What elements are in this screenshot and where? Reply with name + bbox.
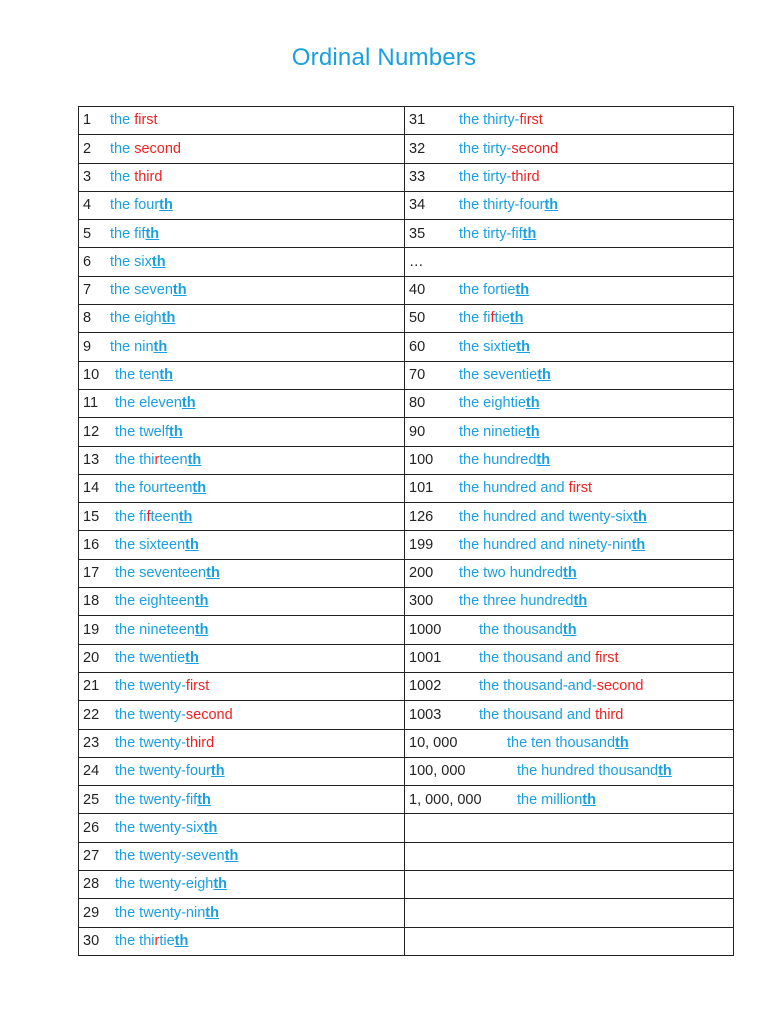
ordinal-word: the hundred and bbox=[459, 480, 569, 497]
ordinal-highlight: f bbox=[146, 508, 151, 525]
ordinal-suffix: th bbox=[537, 367, 551, 384]
ordinal-suffix: th bbox=[153, 338, 168, 355]
ordinal-number: 8 bbox=[83, 310, 92, 327]
ordinal-number: 17 bbox=[83, 565, 100, 582]
ordinal-word: the nineteen bbox=[115, 621, 195, 638]
ordinal-suffix: th bbox=[169, 423, 183, 440]
ordinal-highlight: third bbox=[134, 168, 163, 185]
ordinal-number: 18 bbox=[83, 593, 100, 610]
ordinal-word: the twenty-seven bbox=[115, 848, 225, 865]
cell-right bbox=[405, 276, 734, 304]
ordinal-highlight: third bbox=[595, 706, 624, 723]
ordinal-suffix: th bbox=[562, 621, 577, 638]
ordinal-suffix: th bbox=[145, 225, 160, 242]
ordinal-word: the sixteen bbox=[115, 536, 186, 553]
ordinal-number: 9 bbox=[83, 338, 92, 355]
table-row bbox=[79, 871, 734, 899]
ordinal-number: 32 bbox=[409, 140, 426, 157]
ordinal-suffix: th bbox=[573, 593, 588, 610]
ordinal-word: the twentie bbox=[115, 650, 186, 667]
ordinal-word: the fi bbox=[459, 310, 491, 327]
ordinal-number: 33 bbox=[409, 168, 426, 185]
table-row bbox=[79, 191, 734, 219]
cell-left bbox=[79, 333, 405, 361]
cell-left bbox=[79, 644, 405, 672]
ordinal-number: 199 bbox=[409, 536, 434, 553]
ordinal-word: the hundred thousand bbox=[517, 763, 659, 780]
ordinal-word: the four bbox=[110, 197, 160, 214]
ordinal-number: 90 bbox=[409, 423, 426, 440]
cell-right bbox=[405, 418, 734, 446]
ordinal-word: the bbox=[110, 112, 135, 129]
cell-right bbox=[405, 389, 734, 417]
cell-right bbox=[405, 757, 734, 785]
ordinal-word: the hundred and ninety-nin bbox=[459, 536, 632, 553]
ordinal-suffix: th bbox=[187, 451, 202, 468]
ordinal-word: the twenty- bbox=[115, 734, 186, 751]
ordinal-word: teen bbox=[150, 508, 179, 525]
cell-left bbox=[79, 418, 405, 446]
ordinal-word: the twenty-eigh bbox=[115, 876, 214, 893]
ordinal-highlight: second bbox=[185, 706, 233, 723]
ordinal-number: 100 bbox=[409, 451, 434, 468]
ordinal-numbers-table bbox=[78, 106, 734, 956]
ordinal-number: 10, 000 bbox=[409, 734, 458, 751]
cell-right bbox=[405, 446, 734, 474]
ordinal-word: the twenty-fif bbox=[115, 791, 198, 808]
ordinal-number: 14 bbox=[83, 480, 100, 497]
ordinal-suffix: th bbox=[658, 763, 672, 780]
cell-right bbox=[405, 899, 734, 927]
ordinal-word: the thi bbox=[115, 451, 155, 468]
ordinal-suffix: th bbox=[159, 367, 174, 384]
table-body bbox=[79, 107, 734, 956]
ordinal-highlight: f bbox=[490, 310, 495, 327]
cell-left bbox=[79, 757, 405, 785]
ordinal-number: 15 bbox=[83, 508, 100, 525]
cell-left bbox=[79, 927, 405, 955]
ordinal-highlight: first bbox=[185, 678, 210, 695]
cell-right bbox=[405, 786, 734, 814]
table-row bbox=[79, 814, 734, 842]
ordinal-suffix: th bbox=[525, 395, 540, 412]
table-row bbox=[79, 588, 734, 616]
ordinal-number: 3 bbox=[83, 168, 92, 185]
ordinal-number: 31 bbox=[409, 112, 426, 129]
ordinal-number: 100, 000 bbox=[409, 763, 466, 780]
ordinal-suffix: th bbox=[194, 621, 209, 638]
ordinal-word: the ten bbox=[115, 367, 160, 384]
ordinal-number: 80 bbox=[409, 395, 426, 412]
table-row bbox=[79, 135, 734, 163]
ordinal-number: 34 bbox=[409, 197, 426, 214]
cell-left bbox=[79, 842, 405, 870]
ordinal-highlight: second bbox=[596, 678, 644, 695]
cell-right bbox=[405, 361, 734, 389]
cell-right bbox=[405, 191, 734, 219]
ordinal-word: the thirty- bbox=[459, 112, 520, 129]
ordinal-suffix: th bbox=[178, 508, 193, 525]
cell-left bbox=[79, 305, 405, 333]
ordinal-highlight: second bbox=[511, 140, 559, 157]
table-row bbox=[79, 418, 734, 446]
table-row bbox=[79, 672, 734, 700]
ordinal-highlight: first bbox=[134, 112, 158, 129]
ordinal-word: tie bbox=[159, 933, 175, 949]
ordinal-suffix: th bbox=[516, 338, 530, 355]
ordinal-number: 4 bbox=[83, 197, 92, 214]
ordinal-suffix: th bbox=[197, 791, 211, 808]
ordinal-number: 300 bbox=[409, 593, 434, 610]
ordinal-suffix: th bbox=[563, 565, 577, 582]
ordinal-word: the tirty- bbox=[459, 140, 512, 157]
cell-right bbox=[405, 474, 734, 502]
ordinal-word: the thousand bbox=[479, 621, 563, 638]
ordinal-number: 70 bbox=[409, 367, 426, 384]
table-row bbox=[79, 474, 734, 502]
ordinal-number: 1003 bbox=[409, 706, 442, 723]
cell-right bbox=[405, 871, 734, 899]
ordinal-number: 200 bbox=[409, 565, 434, 582]
table-row bbox=[79, 276, 734, 304]
ordinal-highlight: first bbox=[595, 650, 619, 667]
cell-right bbox=[405, 559, 734, 587]
ordinal-suffix: th bbox=[224, 848, 239, 865]
cell-right bbox=[405, 672, 734, 700]
ordinal-number: 1001 bbox=[409, 650, 442, 667]
ordinal-suffix: th bbox=[203, 819, 218, 836]
ordinal-suffix: th bbox=[161, 310, 176, 327]
ordinal-word: the six bbox=[110, 253, 152, 270]
ordinal-number: 6 bbox=[83, 253, 92, 270]
cell-left bbox=[79, 248, 405, 276]
ordinal-number: 20 bbox=[83, 650, 100, 667]
ordinal-suffix: th bbox=[509, 310, 524, 327]
cell-left bbox=[79, 729, 405, 757]
ordinal-word: the nin bbox=[110, 338, 154, 355]
ordinal-number: 10 bbox=[83, 367, 100, 384]
ordinal-number: 40 bbox=[409, 282, 426, 299]
cell-right bbox=[405, 644, 734, 672]
table-row bbox=[79, 163, 734, 191]
cell-right bbox=[405, 701, 734, 729]
cell-left bbox=[79, 107, 405, 135]
table-row bbox=[79, 729, 734, 757]
cell-left bbox=[79, 701, 405, 729]
ordinal-number: 50 bbox=[409, 310, 426, 327]
ordinal-word: the two hundred bbox=[459, 565, 563, 582]
table-row bbox=[79, 701, 734, 729]
cell-right bbox=[405, 248, 734, 276]
ordinal-number: 27 bbox=[83, 848, 100, 865]
ordinal-number: 60 bbox=[409, 338, 426, 355]
cell-left bbox=[79, 135, 405, 163]
ordinal-word: the twenty- bbox=[115, 678, 186, 695]
cell-left bbox=[79, 191, 405, 219]
ordinal-number: 28 bbox=[83, 876, 100, 893]
ordinal-number: 1002 bbox=[409, 678, 442, 695]
ordinal-number: 19 bbox=[83, 621, 100, 638]
cell-right bbox=[405, 729, 734, 757]
ordinal-number: 26 bbox=[83, 819, 100, 836]
ordinal-highlight: r bbox=[154, 933, 160, 949]
table-row bbox=[79, 842, 734, 870]
ordinal-word: the fi bbox=[115, 508, 147, 525]
ordinal-suffix: th bbox=[181, 395, 196, 412]
ordinal-word: the hundred and twenty-six bbox=[459, 508, 634, 525]
ordinal-number: 13 bbox=[83, 451, 100, 468]
ordinal-suffix: th bbox=[192, 480, 207, 497]
table-row bbox=[79, 531, 734, 559]
cell-left bbox=[79, 786, 405, 814]
ordinal-number: 25 bbox=[83, 791, 100, 808]
cell-left bbox=[79, 276, 405, 304]
ordinal-suffix: th bbox=[205, 904, 219, 921]
ordinal-highlight: third bbox=[511, 168, 540, 185]
ordinal-word: the thousand and bbox=[479, 650, 596, 667]
ordinal-suffix: th bbox=[159, 197, 173, 214]
ordinal-word: the fif bbox=[110, 225, 146, 242]
ordinal-word: the thirty-four bbox=[459, 197, 545, 214]
cell-right bbox=[405, 503, 734, 531]
table-row bbox=[79, 616, 734, 644]
ordinal-number: 22 bbox=[83, 706, 100, 723]
ordinal-word: the thousand-and- bbox=[479, 678, 597, 695]
ordinal-highlight: second bbox=[134, 140, 181, 157]
ordinal-word: the seventie bbox=[459, 367, 538, 384]
ordinal-suffix: th bbox=[536, 451, 551, 468]
cell-left bbox=[79, 871, 405, 899]
ordinal-suffix: th bbox=[185, 536, 199, 553]
ordinal-word: the million bbox=[517, 791, 583, 808]
ordinal-suffix: th bbox=[213, 876, 228, 893]
ordinal-word: the eightie bbox=[459, 395, 526, 412]
cell-left bbox=[79, 672, 405, 700]
ordinal-word: the fortie bbox=[459, 282, 516, 299]
cell-left bbox=[79, 814, 405, 842]
ordinal-number: 5 bbox=[83, 225, 92, 242]
ordinal-number: 11 bbox=[83, 395, 99, 412]
ordinal-number: 1, 000, 000 bbox=[409, 791, 482, 808]
ordinal-suffix: th bbox=[615, 734, 629, 751]
page-title: Ordinal Numbers bbox=[291, 44, 477, 71]
ordinal-highlight: first bbox=[519, 112, 543, 129]
table-row bbox=[79, 503, 734, 531]
ordinal-number: 24 bbox=[83, 763, 100, 780]
ordinal-word: the seven bbox=[110, 282, 173, 299]
cell-right bbox=[405, 220, 734, 248]
ordinal-number: 29 bbox=[83, 904, 100, 921]
ordinal-word: teen bbox=[159, 451, 188, 468]
ordinal-word: the twelf bbox=[115, 423, 169, 440]
cell-right bbox=[405, 588, 734, 616]
ordinal-suffix: th bbox=[525, 423, 540, 440]
cell-left bbox=[79, 474, 405, 502]
ordinal-word: tie bbox=[494, 310, 510, 327]
ordinal-number: 101 bbox=[409, 480, 434, 497]
table-row bbox=[79, 559, 734, 587]
table-row bbox=[79, 305, 734, 333]
table-row bbox=[79, 446, 734, 474]
ordinal-number: 12 bbox=[83, 423, 100, 440]
cell-left bbox=[79, 588, 405, 616]
ordinal-word: the eighteen bbox=[115, 593, 195, 610]
ordinal-suffix: th bbox=[210, 763, 225, 780]
ordinal-number: 1000 bbox=[409, 621, 442, 638]
cell-left bbox=[79, 361, 405, 389]
table-row bbox=[79, 644, 734, 672]
cell-right bbox=[405, 616, 734, 644]
ordinal-number: 30 bbox=[83, 933, 100, 949]
table-row bbox=[79, 786, 734, 814]
ordinal-word: the bbox=[110, 168, 135, 185]
ordinal-suffix: th bbox=[544, 197, 559, 214]
table-row bbox=[79, 361, 734, 389]
cell-right bbox=[405, 531, 734, 559]
ordinal-word: the thi bbox=[115, 933, 155, 949]
ordinal-word: the tirty- bbox=[459, 168, 512, 185]
table-row bbox=[79, 107, 734, 135]
cell-left bbox=[79, 503, 405, 531]
cell-left bbox=[79, 616, 405, 644]
ordinal-number: 16 bbox=[83, 536, 100, 553]
ordinal-word: the ten thousand bbox=[507, 734, 616, 751]
ordinal-word: the eleven bbox=[115, 395, 182, 412]
ordinal-suffix: th bbox=[194, 593, 209, 610]
ordinal-number: 7 bbox=[83, 282, 92, 299]
ordinal-number: 126 bbox=[409, 508, 434, 525]
ordinal-suffix: th bbox=[174, 933, 189, 949]
ordinal-word: the twenty-six bbox=[115, 819, 204, 836]
table-row bbox=[79, 248, 734, 276]
ordinal-word: the twenty- bbox=[115, 706, 186, 723]
ordinal-word: the bbox=[110, 140, 135, 157]
cell-left bbox=[79, 389, 405, 417]
ordinal-suffix: th bbox=[151, 253, 166, 270]
ordinal-word: the three hundred bbox=[459, 593, 574, 610]
ordinal-suffix: th bbox=[515, 282, 530, 299]
ordinal-suffix: th bbox=[633, 508, 647, 525]
ordinal-word: the eigh bbox=[110, 310, 162, 327]
ordinal-word: the hundred bbox=[459, 451, 537, 468]
cell-right bbox=[405, 135, 734, 163]
cell-left bbox=[79, 531, 405, 559]
cell-right bbox=[405, 842, 734, 870]
cell-left bbox=[79, 220, 405, 248]
ordinal-word: the twenty-nin bbox=[115, 904, 206, 921]
ordinal-word: the ninetie bbox=[459, 423, 526, 440]
table-row bbox=[79, 757, 734, 785]
ordinal-number: 35 bbox=[409, 225, 426, 242]
ordinal-number: … bbox=[409, 253, 424, 270]
cell-right bbox=[405, 107, 734, 135]
cell-left bbox=[79, 446, 405, 474]
cell-right bbox=[405, 163, 734, 191]
table-row bbox=[79, 927, 734, 955]
ordinal-highlight: r bbox=[154, 451, 160, 468]
ordinal-highlight: third bbox=[185, 734, 215, 751]
table-row bbox=[79, 389, 734, 417]
cell-right bbox=[405, 927, 734, 955]
cell-left bbox=[79, 899, 405, 927]
cell-right bbox=[405, 305, 734, 333]
ordinal-word: the thousand and bbox=[479, 706, 596, 723]
cell-left bbox=[79, 559, 405, 587]
ordinal-suffix: th bbox=[631, 536, 646, 553]
table-row bbox=[79, 899, 734, 927]
ordinal-suffix: th bbox=[185, 650, 199, 667]
ordinal-highlight: first bbox=[568, 480, 593, 497]
table-row bbox=[79, 220, 734, 248]
cell-right bbox=[405, 814, 734, 842]
ordinal-number: 21 bbox=[83, 678, 100, 695]
ordinal-word: the sixtie bbox=[459, 338, 517, 355]
cell-right bbox=[405, 333, 734, 361]
ordinal-word: the fourteen bbox=[115, 480, 193, 497]
ordinal-word: the tirty-fif bbox=[459, 225, 523, 242]
cell-left bbox=[79, 163, 405, 191]
table-row bbox=[79, 333, 734, 361]
ordinal-word: the twenty-four bbox=[115, 763, 211, 780]
ordinal-number: 1 bbox=[83, 112, 92, 129]
ordinal-number: 23 bbox=[83, 734, 100, 751]
ordinal-suffix: th bbox=[206, 565, 220, 582]
ordinal-number: 2 bbox=[83, 140, 92, 157]
ordinal-suffix: th bbox=[172, 282, 187, 299]
ordinal-suffix: th bbox=[522, 225, 537, 242]
ordinal-word: the seventeen bbox=[115, 565, 207, 582]
ordinal-suffix: th bbox=[582, 791, 596, 808]
